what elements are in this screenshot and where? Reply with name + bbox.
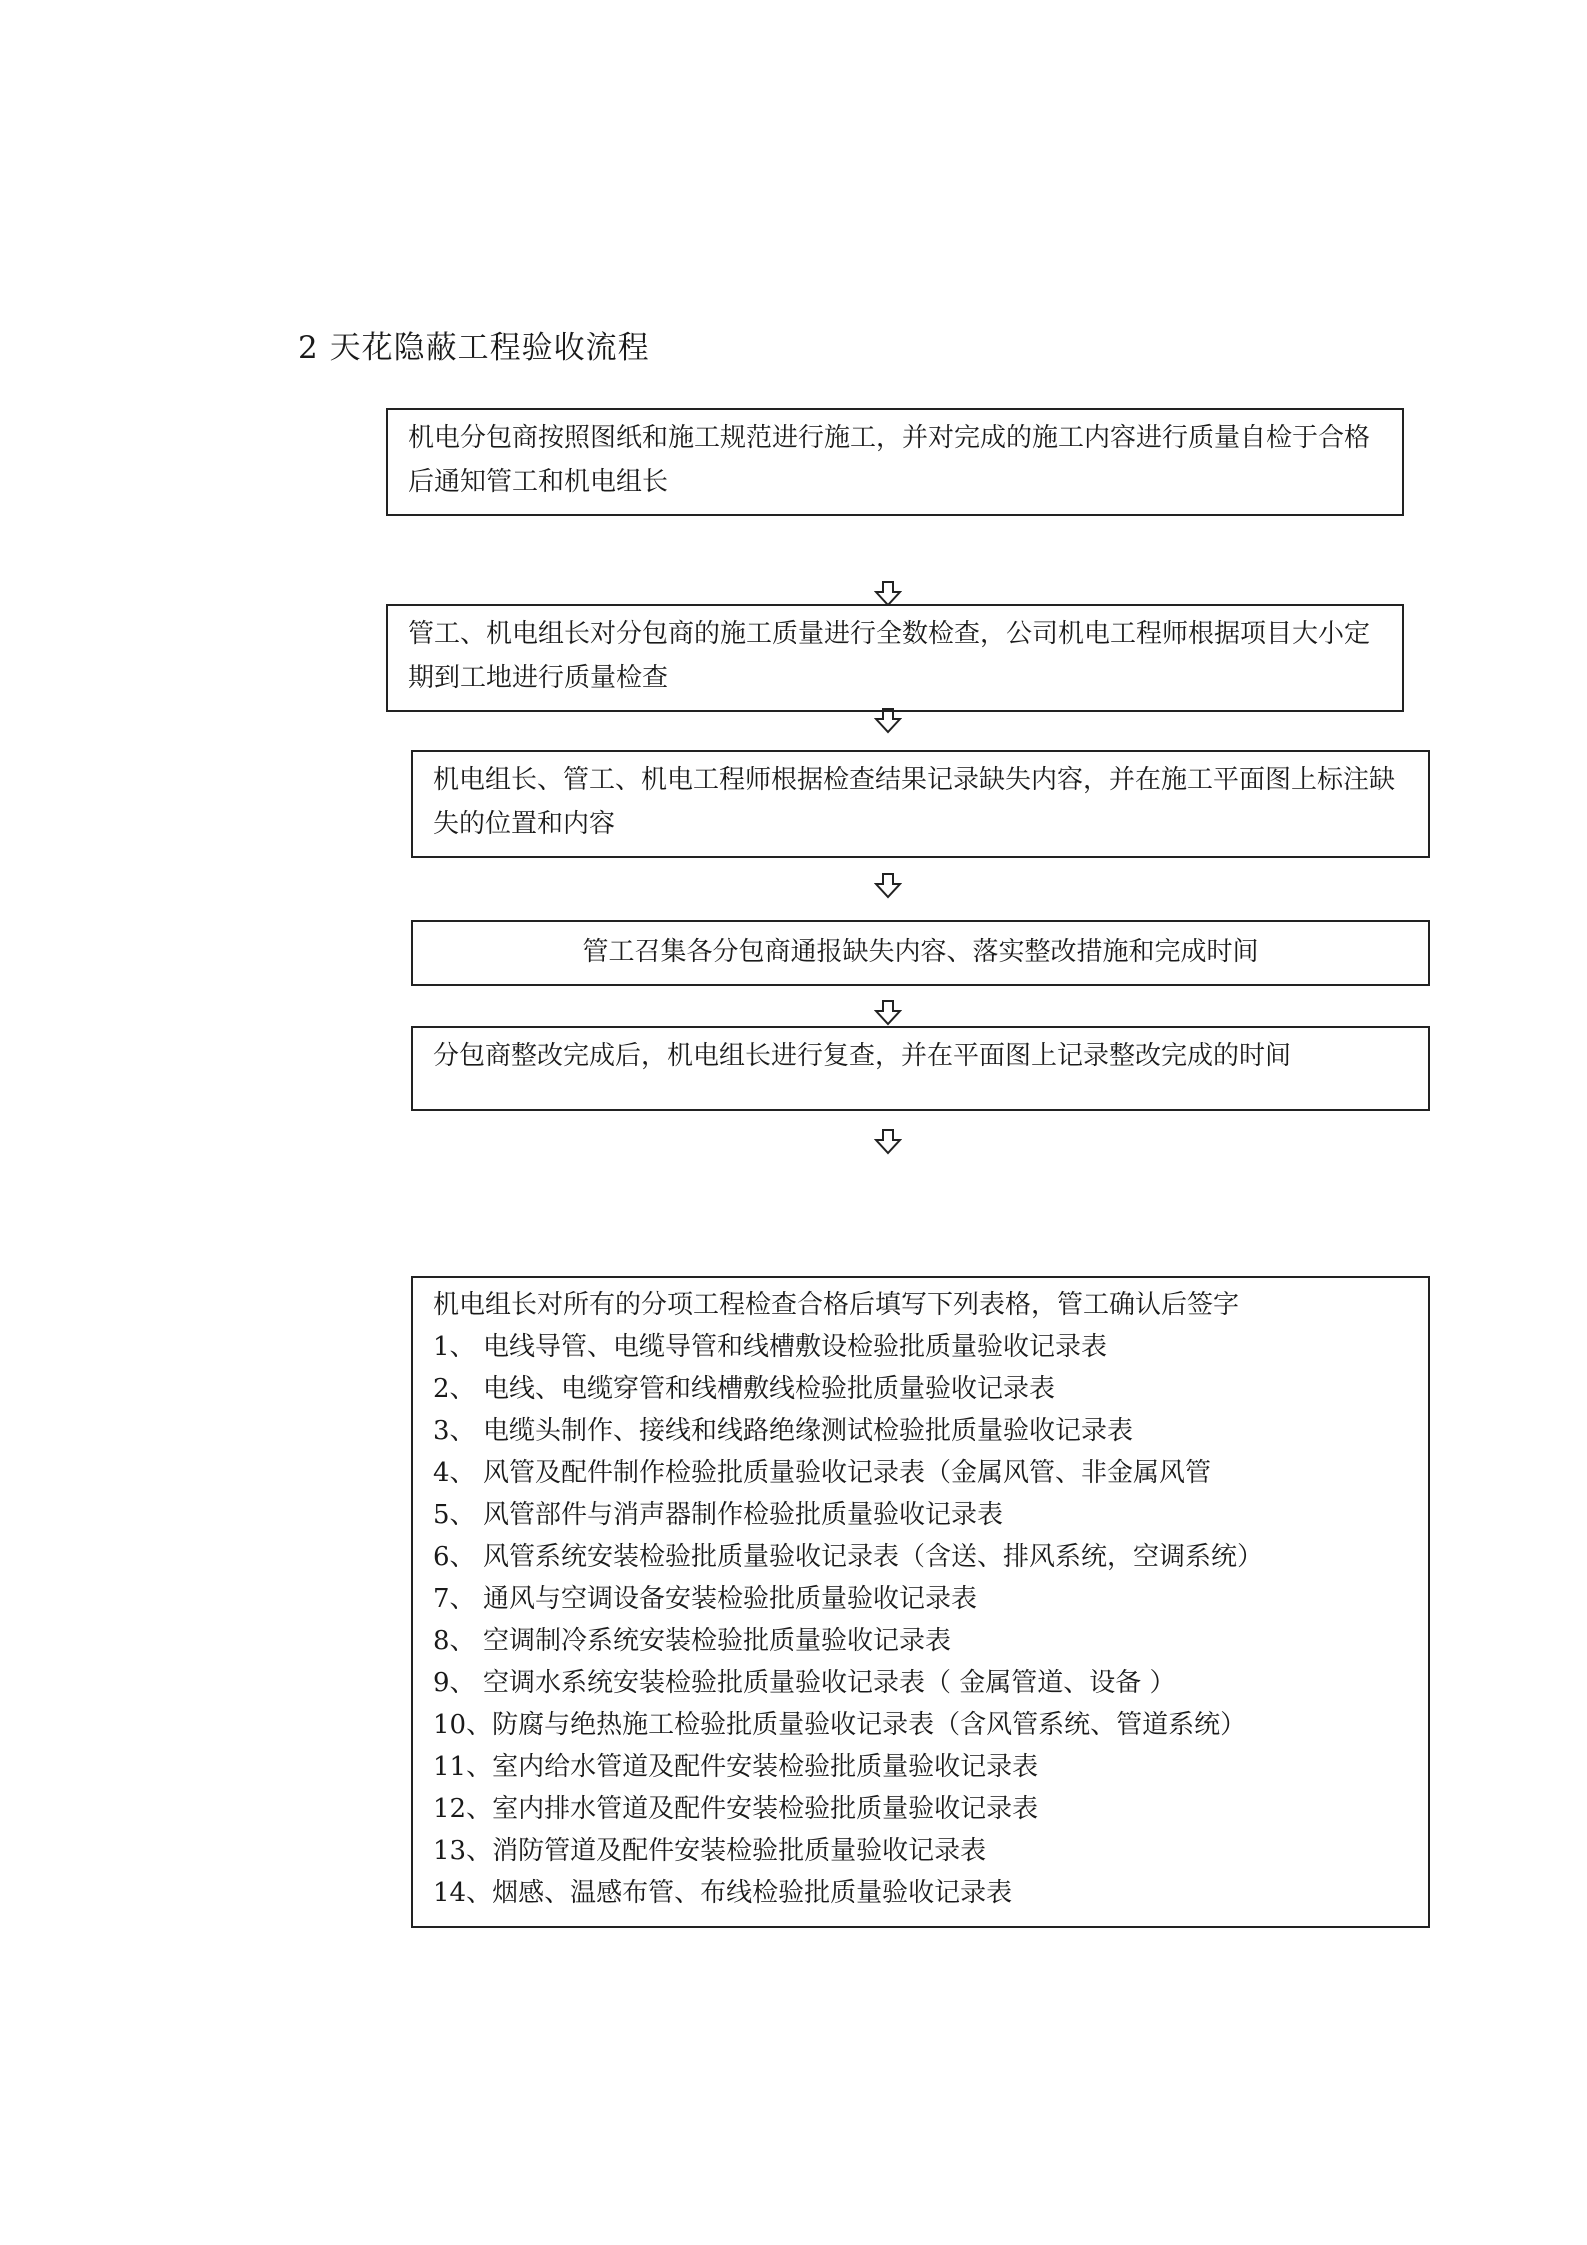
flow-step-recheck [411,1026,1430,1111]
list-item [433,1704,1408,1746]
list-item-text: 空调水系统安装检验批质量验收记录表（ 金属管道、设备 ） [483,1668,1176,1698]
list-item-number: 9、 [433,1668,476,1698]
list-item-number: 8、 [433,1626,476,1656]
list-item [433,1788,1408,1830]
flow-step-text: 机电分包商按照图纸和施工规范进行施工，并对完成的施工内容进行质量自检于合格后通知管工和机电组长 [408,423,1371,497]
list-item-text: 通风与空调设备安装检验批质量验收记录表 [483,1584,978,1614]
list-item [433,1662,1408,1704]
list-item [433,1536,1408,1578]
flow-step-text: 管工、机电组长对分包商的施工质量进行全数检查，公司机电工程师根据项目大小定期到工地进行质量检查 [408,619,1371,693]
list-item-number: 13、 [433,1836,493,1866]
list-item [433,1326,1408,1368]
list-item [433,1578,1408,1620]
flow-step-text: 分包商整改完成后，机电组长进行复查，并在平面图上记录整改完成的时间 [433,1041,1292,1071]
list-item-number: 12、 [433,1794,493,1824]
list-item-number: 14、 [433,1878,493,1908]
forms-list [433,1326,1408,1914]
flow-step-record-defects [411,750,1430,858]
list-item [433,1620,1408,1662]
list-item-number: 6、 [433,1542,476,1572]
list-item [433,1368,1408,1410]
down-arrow-icon [874,1000,902,1026]
list-item-text: 室内排水管道及配件安装检验批质量验收记录表 [492,1794,1039,1824]
flow-step-self-inspection [386,408,1404,516]
list-item-number: 4、 [433,1458,476,1488]
list-item-text: 烟感、温感布管、布线检验批质量验收记录表 [492,1878,1013,1908]
list-item-text: 消防管道及配件安装检验批质量验收记录表 [492,1836,987,1866]
list-item-text: 防腐与绝热施工检验批质量验收记录表（含风管系统、管道系统） [492,1710,1247,1740]
list-item-number: 3、 [433,1416,476,1446]
down-arrow-icon [874,708,902,734]
list-item-text: 室内给水管道及配件安装检验批质量验收记录表 [492,1752,1039,1782]
list-item [433,1452,1408,1494]
list-item-text: 电线、电缆穿管和线槽敷线检验批质量验收记录表 [483,1374,1056,1404]
page-title: 2 天花隐蔽工程验收流程 [298,330,650,366]
flow-step-full-inspection [386,604,1404,712]
flow-step-acceptance-forms [411,1276,1430,1928]
list-item-text: 空调制冷系统安装检验批质量验收记录表 [483,1626,952,1656]
list-item-text: 电线导管、电缆导管和线槽敷设检验批质量验收记录表 [483,1332,1108,1362]
list-item-number: 5、 [433,1500,476,1530]
down-arrow-icon [874,1129,902,1155]
list-item-number: 10、 [433,1710,493,1740]
list-item-number: 1、 [433,1332,476,1362]
flow-step-text: 机电组长、管工、机电工程师根据检查结果记录缺失内容，并在施工平面图上标注缺失的位置和内容 [433,765,1396,839]
list-item-text: 风管系统安装检验批质量验收记录表（含送、排风系统，空调系统） [483,1542,1264,1572]
forms-heading: 机电组长对所有的分项工程检查合格后填写下列表格，管工确认后签字 [433,1290,1240,1320]
list-item [433,1746,1408,1788]
list-item [433,1872,1408,1914]
down-arrow-icon [874,873,902,899]
list-item-text: 风管及配件制作检验批质量验收记录表（金属风管、非金属风管 [483,1458,1212,1488]
flow-step-notify-subcontractors [411,920,1430,986]
list-item-number: 11、 [433,1752,493,1782]
list-item-number: 2、 [433,1374,476,1404]
list-item [433,1494,1408,1536]
list-item [433,1410,1408,1452]
flow-step-text: 管工召集各分包商通报缺失内容、落实整改措施和完成时间 [582,937,1259,967]
list-item-text: 风管部件与消声器制作检验批质量验收记录表 [483,1500,1004,1530]
list-item-number: 7、 [433,1584,476,1614]
list-item [433,1830,1408,1872]
list-item-text: 电缆头制作、接线和线路绝缘测试检验批质量验收记录表 [483,1416,1134,1446]
